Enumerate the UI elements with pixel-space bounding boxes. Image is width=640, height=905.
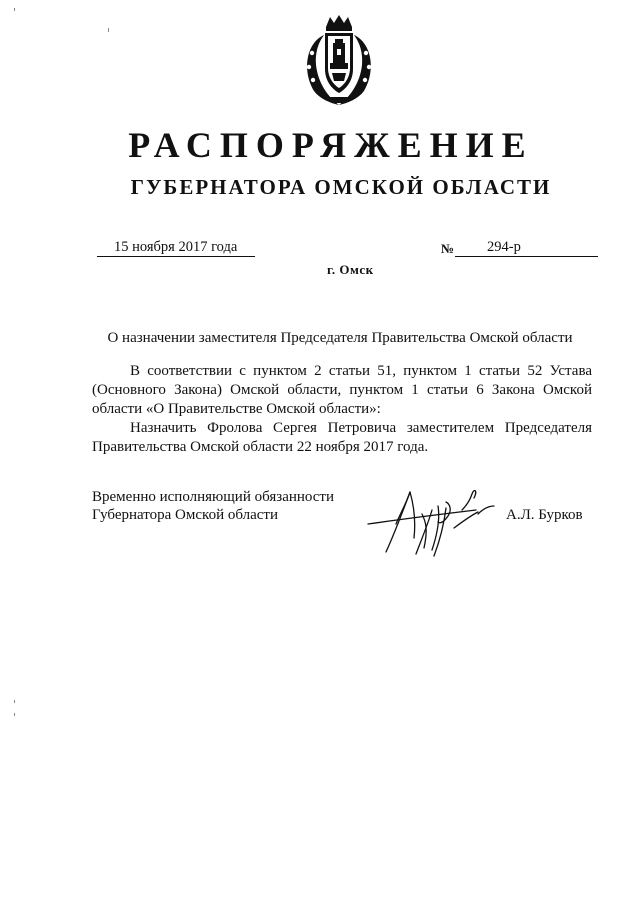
- document-number-field: [455, 238, 598, 257]
- document-heading: О назначении заместителя Председателя Правительства Омской области: [107, 330, 573, 346]
- document-date-field: [97, 238, 255, 257]
- scan-mark: [14, 8, 15, 11]
- signer-position-line1: Временно исполняющий обязанности: [92, 489, 335, 505]
- coat-of-arms-icon: [296, 13, 382, 109]
- document-body: [92, 362, 592, 457]
- number-label: №: [441, 241, 455, 256]
- scan-mark: [14, 713, 15, 716]
- signer-name: А.Л. Бурков: [506, 507, 583, 523]
- document-number: 294-р: [487, 239, 521, 255]
- document-subtitle: ГУБЕРНАТОРА ОМСКОЙ ОБЛАСТИ: [130, 175, 552, 199]
- document-city: г. Омск: [327, 262, 374, 277]
- document-title: РАСПОРЯЖЕНИЕ: [128, 125, 534, 165]
- handwritten-signature: [366, 484, 508, 560]
- body-paragraph: В соответствии с пунктом 2 статьи 51, пунктом 1 статьи 52 Устава (Основного Закона) Омской области, пунктом 1 статьи 6 Закона Омской области «О Правительстве Омской области»:: [92, 363, 592, 417]
- signer-position-line2: Губернатора Омской области: [92, 507, 278, 523]
- document-date: 15 ноября 2017 года: [114, 239, 238, 255]
- scan-mark: [108, 28, 109, 32]
- body-paragraph: Назначить Фролова Сергея Петровича заместителем Председателя Правительства Омской области 22 ноября 2017 года.: [92, 420, 592, 455]
- scan-mark: [14, 700, 15, 703]
